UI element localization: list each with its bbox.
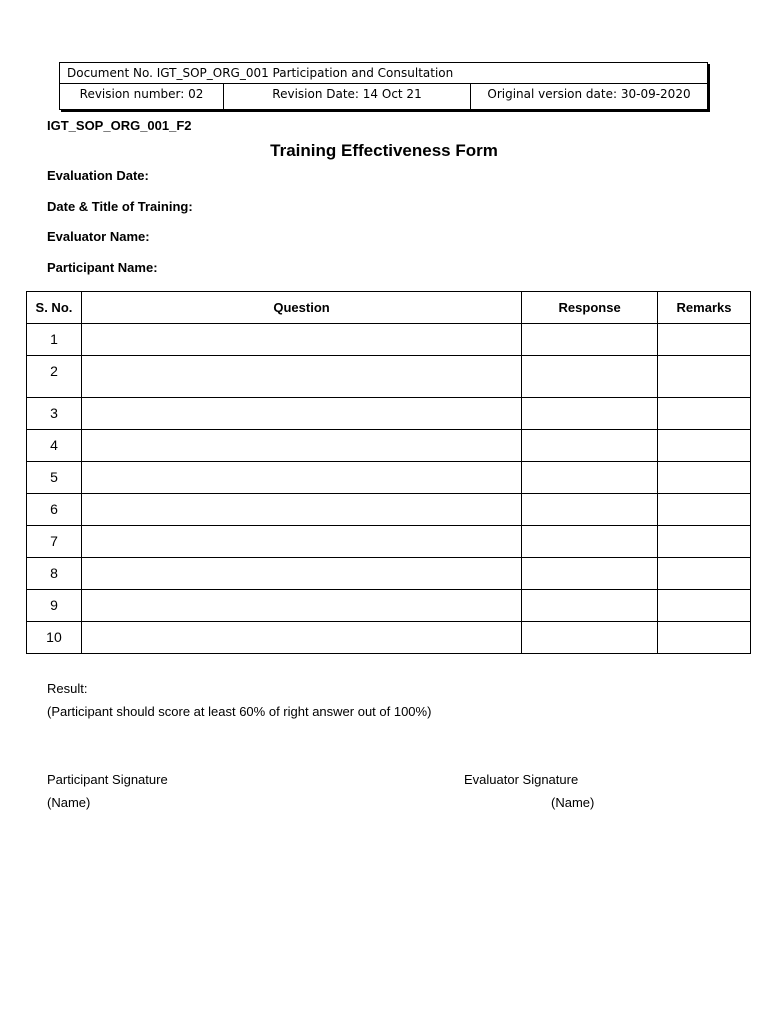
table-row — [27, 590, 751, 622]
question-cell[interactable] — [81, 462, 521, 494]
header-shadow-bottom — [61, 110, 710, 112]
response-cell[interactable] — [522, 558, 658, 590]
question-cell[interactable] — [81, 356, 521, 398]
result-note: (Participant should score at least 60% of right answer out of 100%) — [47, 704, 432, 719]
table-row — [27, 356, 751, 398]
evaluation-table — [26, 291, 751, 654]
table-row — [27, 526, 751, 558]
table-row — [27, 494, 751, 526]
response-cell[interactable] — [522, 462, 658, 494]
column-header-question: Question — [81, 292, 521, 324]
question-cell[interactable] — [81, 526, 521, 558]
column-header-response: Response — [522, 292, 658, 324]
remarks-cell[interactable] — [658, 430, 751, 462]
table-row — [27, 430, 751, 462]
row-number: 8 — [27, 558, 82, 590]
table-row — [27, 622, 751, 654]
question-cell[interactable] — [81, 494, 521, 526]
response-cell[interactable] — [522, 430, 658, 462]
question-cell[interactable] — [81, 558, 521, 590]
page-title: Training Effectiveness Form — [270, 141, 498, 160]
remarks-cell[interactable] — [658, 462, 751, 494]
table-row — [27, 558, 751, 590]
response-cell[interactable] — [522, 356, 658, 398]
original-version-date: Original version date: 30-09-2020 — [487, 87, 691, 101]
question-cell[interactable] — [81, 430, 521, 462]
remarks-cell[interactable] — [658, 324, 751, 356]
remarks-cell[interactable] — [658, 526, 751, 558]
question-cell[interactable] — [81, 324, 521, 356]
evaluator-name-label: Evaluator Name: — [47, 229, 150, 244]
row-number: 3 — [27, 398, 82, 430]
row-number: 7 — [27, 526, 82, 558]
table-row — [27, 398, 751, 430]
remarks-cell[interactable] — [658, 622, 751, 654]
revision-number: Revision number: 02 — [60, 84, 224, 110]
response-cell[interactable] — [522, 526, 658, 558]
date-title-training-label: Date & Title of Training: — [47, 199, 193, 214]
column-header-remarks: Remarks — [658, 292, 751, 324]
participant-signature-label: Participant Signature — [47, 772, 168, 787]
question-cell[interactable] — [81, 622, 521, 654]
column-header-sno: S. No. — [27, 292, 82, 324]
result-label: Result: — [47, 681, 88, 696]
document-number: Document No. IGT_SOP_ORG_001 Participation and Consultation — [60, 63, 707, 84]
evaluator-name-caption: (Name) — [551, 795, 595, 810]
response-cell[interactable] — [522, 622, 658, 654]
participant-name-label: Participant Name: — [47, 260, 158, 275]
form-code: IGT_SOP_ORG_001_F2 — [47, 118, 192, 133]
row-number: 6 — [27, 494, 82, 526]
revision-date: Revision Date: 14 Oct 21 — [224, 84, 471, 110]
row-number: 2 — [27, 356, 82, 398]
response-cell[interactable] — [522, 324, 658, 356]
revision-row — [60, 84, 707, 110]
remarks-cell[interactable] — [658, 558, 751, 590]
row-number: 5 — [27, 462, 82, 494]
question-cell[interactable] — [81, 398, 521, 430]
table-row — [27, 462, 751, 494]
row-number: 1 — [27, 324, 82, 356]
participant-name-caption: (Name) — [47, 795, 91, 810]
table-row — [27, 324, 751, 356]
evaluation-date-label: Evaluation Date: — [47, 168, 149, 183]
remarks-cell[interactable] — [658, 356, 751, 398]
question-cell[interactable] — [81, 590, 521, 622]
row-number: 9 — [27, 590, 82, 622]
row-number: 4 — [27, 430, 82, 462]
header-shadow-right — [708, 64, 710, 112]
remarks-cell[interactable] — [658, 590, 751, 622]
response-cell[interactable] — [522, 398, 658, 430]
document-header — [59, 62, 708, 110]
remarks-cell[interactable] — [658, 494, 751, 526]
table-header-row — [27, 292, 751, 324]
response-cell[interactable] — [522, 590, 658, 622]
evaluator-signature-label: Evaluator Signature — [464, 772, 579, 787]
response-cell[interactable] — [522, 494, 658, 526]
remarks-cell[interactable] — [658, 398, 751, 430]
row-number: 10 — [27, 622, 82, 654]
